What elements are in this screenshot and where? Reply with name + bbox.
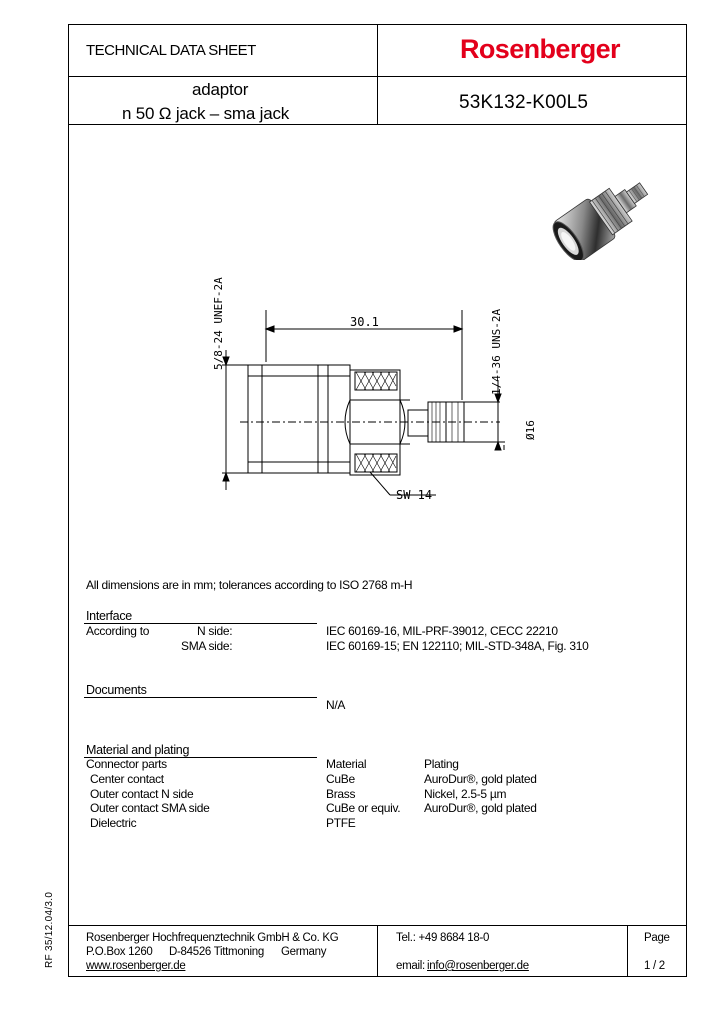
material-row-material: CuBe or equiv. [326,801,401,815]
material-col-plating: Plating [424,757,459,771]
material-row-plating: Nickel, 2.5-5 µm [424,787,507,801]
interface-title: Interface [86,609,132,623]
footer-vertical-divider-2 [627,925,628,977]
interface-according-to: According to [86,624,150,638]
dimensions-note: All dimensions are in mm; tolerances according to ISO 2768 m-H [86,578,413,592]
footer-country: Germany [281,946,327,958]
documents-value: N/A [326,698,346,712]
material-row-part: Dielectric [90,816,137,830]
documents-section-header [84,682,317,698]
footer-tel: Tel.: +49 8684 18-0 [396,932,490,944]
footer-po-box: P.O.Box 1260 [86,946,153,958]
footer-page-label: Page [644,932,670,944]
dim-thread-sma-label: 1/4-36 UNS-2A [490,308,503,395]
interface-n-side-label: N side: [197,624,233,638]
part-number: 53K132-K00L5 [459,92,589,113]
doc-type-title: TECHNICAL DATA SHEET [86,42,256,59]
material-row-part: Outer contact N side [90,787,194,801]
brand-logo: Rosenberger [460,34,620,64]
footer-city: D-84526 Tittmoning [169,946,264,958]
header-divider-2 [68,124,687,125]
footer-email-link[interactable]: info@rosenberger.de [427,960,529,972]
side-document-code: RF 35/12.04/3.0 [44,891,55,968]
material-row-part: Outer contact SMA side [90,801,210,815]
material-col-parts: Connector parts [86,757,167,771]
footer-company: Rosenberger Hochfrequenztechnik GmbH & Co. KG [86,932,339,944]
footer-page-value: 1 / 2 [644,960,665,972]
material-col-material: Material [326,757,367,771]
product-photo [545,158,670,260]
material-row-plating: AuroDur®, gold plated [424,801,537,815]
dim-wrench-label: SW 14 [396,488,433,502]
interface-n-side-value: IEC 60169-16, MIL-PRF-39012, CECC 22210 [326,624,558,638]
dim-length-label: 30.1 [350,315,379,329]
footer-email-label: email: [396,960,425,972]
dim-diameter-label: Ø16 [524,420,537,440]
footer-website-link[interactable]: www.rosenberger.de [86,960,186,972]
interface-section-header [84,608,317,624]
material-row-plating: AuroDur®, gold plated [424,772,537,786]
documents-title: Documents [86,683,147,697]
product-name-line1: adaptor [192,80,249,99]
material-row-material: CuBe [326,772,355,786]
product-name-line2: n 50 Ω jack – sma jack [122,104,290,123]
header-vertical-divider [377,24,378,124]
material-section-header [84,742,317,758]
material-row-material: PTFE [326,816,356,830]
footer-vertical-divider-1 [377,925,378,977]
dim-thread-n-label: 5/8-24 UNEF-2A [212,277,225,370]
material-row-material: Brass [326,787,356,801]
technical-drawing [200,250,540,510]
interface-sma-side-value: IEC 60169-15; EN 122110; MIL-STD-348A, Fig. 310 [326,639,589,653]
material-title: Material and plating [86,743,190,757]
material-row-part: Center contact [90,772,164,786]
interface-sma-side-label: SMA side: [181,639,233,653]
